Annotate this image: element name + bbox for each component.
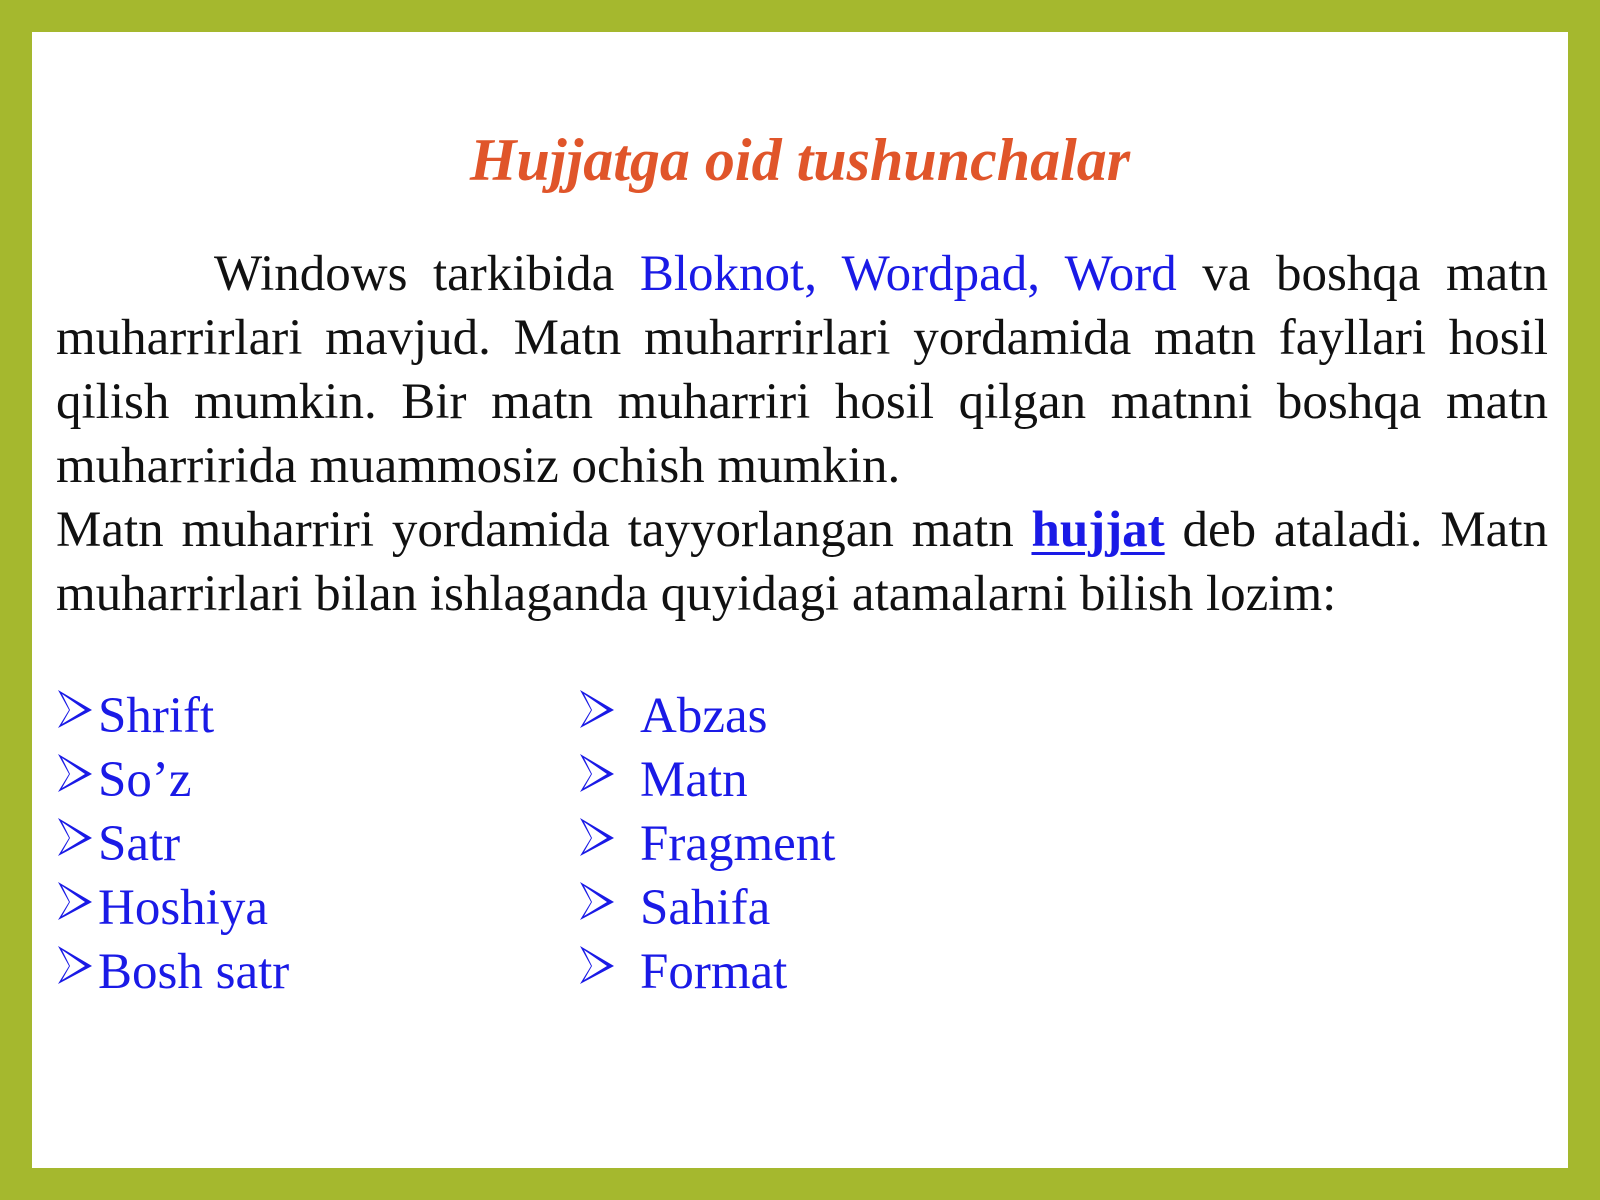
paragraph-editors-rest: va boshqa matn muharrirlari mavjud. Matn muharrirlari yordamida matn fayllari hosil qilish mumkin. Bir matn muharriri hosil qilgan matnni boshqa matn muharririda muammosiz ochish mumkin. [56, 246, 1548, 494]
list-item [580, 812, 835, 876]
paragraph-document-lead: Matn muharriri yordamida tayyorlangan matn [56, 502, 1032, 558]
editor-names: Bloknot, Wordpad, Word [639, 246, 1177, 302]
term-label: Sahifa [640, 880, 771, 936]
list-item [580, 940, 835, 1004]
arrowhead-bullet-icon [580, 684, 640, 748]
list-item [58, 940, 289, 1004]
arrowhead-bullet-icon [580, 940, 640, 1004]
terms-list-right [580, 684, 835, 1004]
term-label: Hoshiya [98, 880, 268, 936]
arrowhead-bullet-icon [58, 748, 98, 812]
arrowhead-bullet-icon [58, 684, 98, 748]
list-item [58, 684, 289, 748]
term-label: Matn [640, 752, 748, 808]
term-label: Bosh satr [98, 944, 290, 1000]
terms-list-left [58, 684, 289, 1004]
list-item [580, 748, 835, 812]
term-label: Abzas [640, 688, 768, 744]
list-item [58, 876, 289, 940]
arrowhead-bullet-icon [580, 812, 640, 876]
slide [32, 32, 1568, 1168]
term-label: Fragment [640, 816, 836, 872]
slide-body [56, 242, 1548, 626]
paragraph-editors-lead: Windows tarkibida [214, 246, 640, 302]
arrowhead-bullet-icon [58, 812, 98, 876]
slide-title: Hujjatga oid tushunchalar [469, 127, 1131, 193]
hujjat-term-link[interactable]: hujjat [1031, 502, 1165, 558]
arrowhead-bullet-icon [58, 940, 98, 1004]
list-item [580, 876, 835, 940]
paragraph-editors [56, 242, 1548, 498]
term-label: So’z [98, 752, 192, 808]
paragraph-document-rest: deb ataladi. Matn muharrirlari bilan ishlaganda quyidagi atamalarni bilish lozim: [56, 502, 1548, 622]
term-label: Shrift [98, 688, 215, 744]
term-label: Satr [98, 816, 181, 872]
list-item [580, 684, 835, 748]
list-item [58, 748, 289, 812]
arrowhead-bullet-icon [580, 876, 640, 940]
arrowhead-bullet-icon [58, 876, 98, 940]
term-label: Format [640, 944, 788, 1000]
list-item [58, 812, 289, 876]
arrowhead-bullet-icon [580, 748, 640, 812]
paragraph-document [56, 498, 1548, 626]
